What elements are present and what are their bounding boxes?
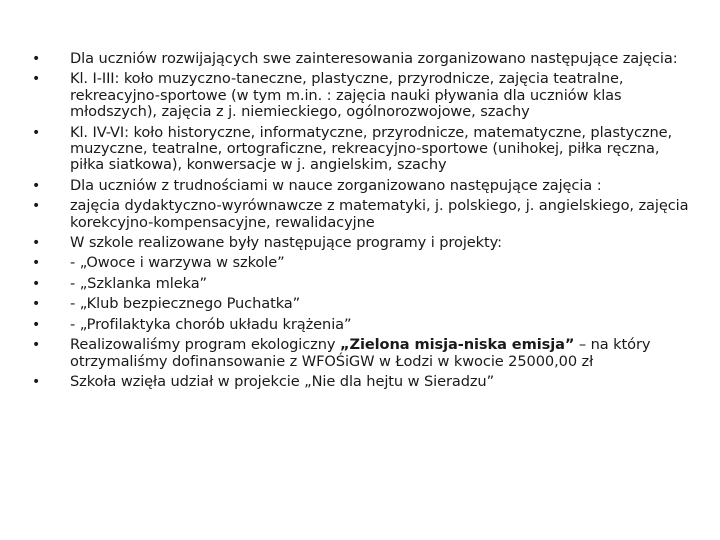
list-item — [32, 71, 696, 120]
list-item — [32, 337, 696, 370]
list-item-text: Dla uczniów z trudnościami w nauce zorganizowano następujące zajęcia : — [70, 176, 602, 194]
bullet-dot: • — [32, 71, 41, 88]
list-item — [32, 317, 696, 333]
list-item — [32, 276, 696, 292]
list-item — [32, 51, 696, 67]
list-item-text: W szkole realizowane były następujące programy i projekty: — [70, 234, 502, 252]
bullet-dot: • — [32, 51, 41, 67]
list-item-text: Kl. IV-VI: koło historyczne, informatyczne, przyrodnicze, matematyczne, plastyczne, muzyczne, teatralne, ortograficzne, rekreacyjno-sportowe (unihokej, piłka ręczna, piłka siatkowa), konwersacje w j. angielskim, szachy — [70, 123, 673, 174]
list-item — [32, 178, 696, 194]
list-item — [32, 198, 696, 231]
bullet-dot: • — [32, 316, 41, 333]
program-name-emphasis: „Zielona misja-niska emisja” — [339, 336, 575, 354]
bullet-list — [32, 51, 696, 394]
bullet-dot: • — [32, 255, 41, 272]
list-item-text: - „Klub bezpiecznego Puchatka” — [70, 295, 301, 313]
list-item — [32, 255, 696, 271]
list-item-text: Szkoła wzięła udział w projekcie „Nie dla hejtu w Sieradzu” — [70, 372, 495, 390]
bullet-dot: • — [32, 373, 41, 390]
list-item-text: Dla uczniów rozwijających swe zainteresowania zorganizowano następujące zajęcia: — [70, 50, 678, 67]
bullet-dot: • — [32, 275, 41, 292]
list-item-text-after: – na który otrzymaliśmy dofinansowanie z WFOŚiGW w Łodzi w kwocie 25000,00 zł — [70, 336, 651, 370]
list-item — [32, 296, 696, 312]
list-item-text: - „Owoce i warzywa w szkole” — [70, 254, 285, 272]
bullet-dot: • — [32, 235, 41, 252]
list-item — [32, 235, 696, 251]
bullet-dot: • — [32, 337, 41, 354]
bullet-dot: • — [32, 124, 41, 141]
list-item — [32, 125, 696, 174]
bullet-dot: • — [32, 177, 41, 194]
list-item-text: - „Profilaktyka chorób układu krążenia” — [70, 315, 352, 333]
bullet-dot: • — [32, 296, 41, 313]
list-item-text: Kl. I-III: koło muzyczno-taneczne, plastyczne, przyrodnicze, zajęcia teatralne, rekreacyjno-sportowe (w tym m.in. : zajęcia nauki pływania dla uczniów klas młodszych), zajęcia z j. niemieckiego, ogólnorozwojowe, szachy — [70, 70, 624, 121]
list-item-text — [70, 336, 650, 369]
bullet-dot: • — [32, 198, 41, 215]
list-item — [32, 374, 696, 390]
list-item-text: - „Szklanka mleka” — [70, 274, 208, 292]
list-item-text: zajęcia dydaktyczno-wyrównawcze z matematyki, j. polskiego, j. angielskiego, zajęcia korekcyjno-kompensacyjne, rewalidacyjne — [70, 197, 689, 231]
list-item-text-before: Realizowaliśmy program ekologiczny — [70, 336, 340, 354]
